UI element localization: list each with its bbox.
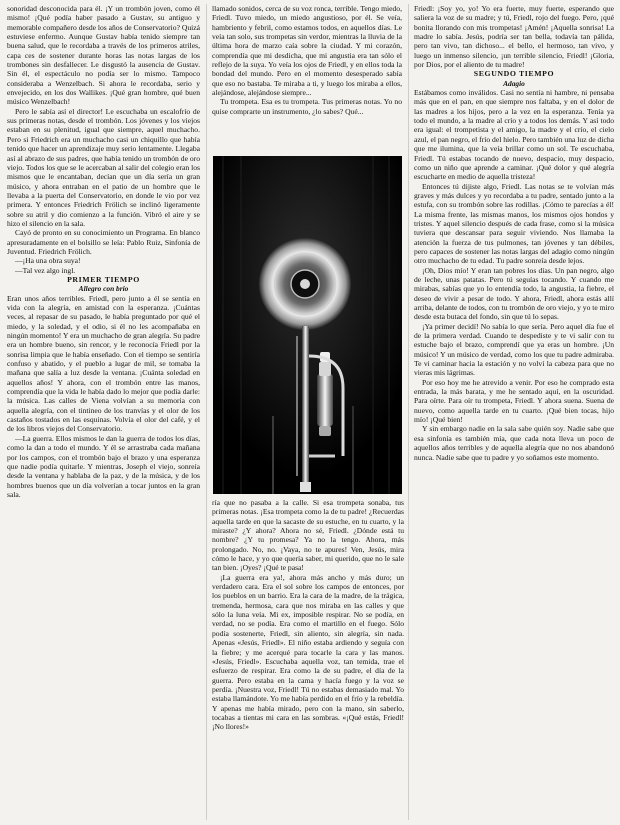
paragraph: —La guerra. Ellos mismos le dan la guerra de todos los días, como la dan a todo el mundo. Y él se arrastraba cada mañana por los campos, con el trombón bajo el brazo y una esperanza que nadie podía quitarle. Y mientras, Joseph el viejo, sonreía desde la ventana y hablaba de la paz, y de la música, y de los hombres buenos que un día volverían a tocar juntos en la gran sala. <box>7 433 200 499</box>
left-column <box>7 4 200 820</box>
trumpet-photo <box>213 156 402 494</box>
paragraph: Tu trompeta. Esa es tu trompeta. Tus primeras notas. Yo no quise comprarte un instrumento, ¿lo sabes? Qué... <box>212 97 402 116</box>
paragraph: —¡Ha una obra suya! <box>15 256 81 266</box>
paragraph: llamado sonidos, cerca de su voz ronca, terrible. Tengo miedo, Friedl. Tuvo miedo, un miedo angustioso, por él. Se veía, hambriento y febril, como estamos todos, en aquellos días. Le veía tan solo, sus trompetas sin verdor, mientras la lluvia de la última hora de marzo caía sobre la ciudad. Y mi corazón, comprendía que mi desdicha, que mi angustia era tan sólo el reflejo de la suya. Yo veía los ojos de Friedl, y en ellos toda la bondad del mundo. Pero en el momento desesperado sabía que eso no bastaba. Te miraba a ti, y luego los miraba a ellos, alejándose, alejándose siempre... <box>212 4 402 98</box>
paragraph: Eran unos años terribles. Friedl, pero junto a él se sentía en vida con la alegría, en amistad con la esperanza. ¡Cuántas veces, al repasar de su pasado, le había preguntado por qué el miedo, y la soledad, y el odio, si él no les acompañaba en ningún momento! Y era un muchacho de gran alegría. Su padre era un hombre bueno, sin rencor, y le reconocía Friedl por la sonrisa limpia que le había enseñado. Con el tiempo se sentiría confuso y abatido, y el pueblo a lugar de mil, se tomaba la mañana que salía a luz desde la ventana. ¡Cuánta soledad en aquellos años! Y ahora, con el trombón entre las manos, comprendía que la vida le había dado lo mejor que podía darle: la música. Las calles de Viena volvían a su memoria con aquella alegría, con el tintineo de los tranvías y el olor de los castaños tostados en las esquinas. Volvía el olor del café, y el de los libros viejos del Conservatorio. <box>7 293 200 434</box>
trumpet-photo-icon <box>213 156 402 494</box>
paragraph: ¡Oh, Dios mío! Y eran tan pobres los días. Un pan negro, algo de leche, unas patatas. Pero tú seguías tocando. Y cuando me mirabas, sabías que yo lo entendía todo, la angustia, la fiebre, el deseo de vivir a pesar de todo. Y ahora, Friedl, ahora estás allí arriba, delante de todos, con tu trombón de oro viejo, y yo te miro desde esta butaca del fondo, sin que tú lo sepas. <box>414 265 614 322</box>
section-subheading-allegro: Allegro con brio <box>78 284 129 294</box>
paragraph: Por eso hoy me he atrevido a venir. Por eso he comprado esta entrada, la más barata, y me he sentado aquí, en la oscuridad. Para oírte. Para oír tu trompeta, Friedl. Y ahora suena. Suena de nuevo, como aquella tarde en tu cuarto. ¡Qué bien tocas, hijo mío! ¡Qué bien! <box>414 377 614 425</box>
section-subheading-adagio: Adagio <box>503 78 525 88</box>
paragraph: Y sin embargo nadie en la sala sabe quién soy. Nadie sabe que esa sinfonía es también mía, que cada nota lleva un poco de aquellos años terribles y de aquella alegría que no nos abandonó nunca. Nadie sabe que tu padre y yo soñamos este momento. <box>414 424 614 462</box>
paragraph: sonoridad desconocida para él. ¡Y un trombón joven, como él mismo! ¡Qué podía haber pasado a Gustav, su antiguo y memorable compañero desde los años de Conservatorio? Quizá estuviese enfermo. Aunque Gustav había tenido siempre tan buena salud, que le recordaba a través de los primeros atriles, capa ces de sostener durante horas las notas largas de los trombones sin desfallecer. Le disgustó la ausencia de Gustav. Sin él, el espectáculo no podía ser lo mismo. Tampoco consideraba a Wenzelbach. Si ahora le recordaba, serio y envejecido, en los dos Wallikes. ¡Qué gran hombre, qué buen músico Wenzelbach! <box>7 4 200 107</box>
paragraph: ría que no pasaba a la calle. Si esa trompeta sonaba, tus primeras notas. ¡Esa trompeta como la de tu padre! ¿Recuerdas aquella tarde en que la sacaste de su estuche, en tu cuarto, y la miraste? ¿Y ahora? Ahora no sé, Friedl. ¿Dónde está tu nombre? ¿Y tu promesa? Ya no la tengo. Ahora, más prolongado. No, no. ¡Vaya, no te apures! Ven, Jesús, mira cómo le hace, y yo que quería saber, mi querido, que no le sale tan bien. ¡Oyes? ¡Qué te pasa! <box>212 498 404 573</box>
paragraph: Friedl: ¡Soy yo, yo! Yo era fuerte, muy fuerte, esperando que saliera la voz de su madre; y tú, Friedl, rojo del fuego. Pero, ¡qué bonita llorando con mis trompetas! ¡Amén! ¡Aquella sonrisa! La madre lo sabía. Jesús, podría ser tan bella, todavía tan pálida, pero tan vivo, tan dichoso... el bello, el hermoso, tan vivo, y luego un inmenso silencio, ¡un terrible silencio, Friedl! ¡Gloria, por Dios, por el aliento de tu madre! <box>414 4 614 70</box>
right-column <box>414 4 614 820</box>
paragraph: ¡Ya primer decidí! No sabía lo que sería. Pero aquel día fue el de la primera verdad. Cuando te despediste y te vi salir con tu estuche bajo el brazo, comprendí que ya eras un hombre. ¡Un músico! Y un músico de verdad, como los que tu padre admiraba. Te vi caminar hacia la estación y no volví la cabeza para que no vieras mis lágrimas. <box>414 321 614 378</box>
paragraph: ¡La guerra era ya!, ahora más ancho y más duro; un verdadero cara. Era el sol sobre los campos de entonces, por los pueblos en un barrio. Era la cara de la madre, de la trágica, tremenda, hermosa, cara que nos miraba en las calles y que sólo la luna veía. Mi ex, imposible respirar. No se podía, en verdad, no se podía. Era como el martillo en el fuego. Sólo podía sostenerte, Friedl, sin aliento, sin alegría, sin nada. Apenas «Jesús, Friedl». El niño estaba ardiendo y seguía con la fiebre; y me acerqué para tocarle la cara y las manos. «Jesús, Friedl». Escuchaba aquella voz, tan temida, trae el esfuerzo de respirar. Era como la de su padre, el día de la guerra. Pero estaba en la cama y hacía fuego y la voz se perdía. ¡Nuestra voz, Friedl! Tú no estabas demasiado mal. Yo estaba llamándote. Yo me había perdido en el frío y la rebeldía. Y apenas me había mirado, pero con la mano, sin saberlo, tocabas a tientas mi cara en las sombras. «¡Qué estás, Friedl! ¡No llores!» <box>212 572 404 732</box>
paragraph: Pero le sabía así el director! Le escuchaba un escalofrío de sus primeras notas, desde el trombón. Los jóvenes y los viejos estaban en su plenitud, igual que siempre, aquel muchacho. Pero si Friedrich era un muchacho casi un chiquillo que había tenido que hacer un aprendizaje muy serio lentamente. Llegaba así al abrazo de sus padres, que había tenido un trombón de oro viejo. Todos los que se le acercaban al salir del colegio eran los mismos que le encantaban, decían que un día sería un gran músico, y ahora entraban en el patio de un hombre que le llevaba a la puerta del Conservatorio, en donde le vio por vez primera. Y entonces Friedrich Frölich se inclinó ligeramente sobre su atril y dio comienzo a la función. Vibró el aire y se hizo el silencio en la sala. <box>7 106 200 228</box>
section-heading-segundo-tiempo: SEGUNDO TIEMPO <box>473 69 555 79</box>
paragraph: —Tal vez algo ingl. <box>15 265 76 275</box>
column-divider <box>408 4 409 820</box>
paragraph: Estábamos como inválidos. Casi no sentía ni hambre, ni pensaba más que en el pan, en que siempre nos faltaba, y en el dolor de las madres a los hijos, pero a la vez en la esperanza. Tenía ya todo el mundo, a la madre al crío y a todos los demás. Y así todo era igual: el trompetista y el amigo, la madre y el crío, el cielo azul, el pan negro, el frío del hielo. Pero también una luz de dicha que me ilumina, que la veía brillar como un sol. Te escuchaba, Friedl. Tú estabas tocando de nuevo, despacio, muy despacio, como un niño que aprende a caminar. ¡Qué dolor y qué alegría escucharte en medio de aquella tristeza! <box>414 88 614 182</box>
middle-column-top <box>212 4 402 152</box>
middle-column-bottom <box>212 498 404 820</box>
column-divider <box>206 4 207 820</box>
paragraph: Entonces tú dijiste algo, Friedl. Las notas se te volvían más graves y más dulces y yo recordaba a tu padre, sentado junto a la estufa, con su trombón sobre las rodillas. ¡Cómo te parecías a él! La misma frente, las mismas manos, los mismos ojos hondos y tristes. Y aquel silencio después de cada frase, como si la música tuviera que descansar para seguir viviendo. Nos llamaba la atención la fuerza de tus pulmones, tan jóvenes y tan débiles, pero capaces de sostener las notas largas del adagio como ningún otro muchacho de tu edad. Tu padre sonreía desde lejos. <box>414 181 614 266</box>
paragraph: Cayó de pronto en su conocimiento un Programa. En blanco apresuradamente en el bolsillo se leía: Pablo Ruiz, Sinfonía de Juventud. Friedrich Frölich. <box>7 228 200 256</box>
section-heading-primer-tiempo: PRIMER TIEMPO <box>67 274 140 284</box>
